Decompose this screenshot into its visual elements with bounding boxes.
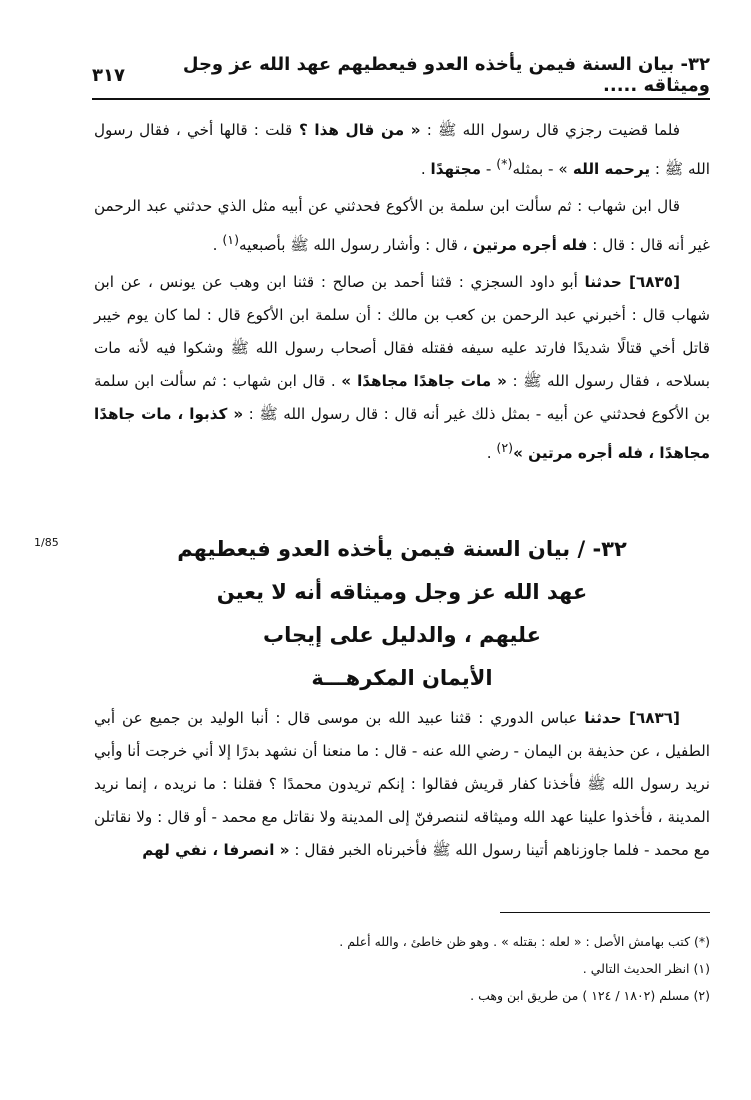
text-run: فلما قضيت رجزي قال رسول الله ﷺ :: [420, 121, 681, 139]
footnote-rule: [500, 912, 710, 913]
hadith-text-lower: [94, 702, 710, 867]
chapter-heading: [94, 528, 710, 700]
text-run: قال ابن شهاب : ثم سألت ابن سلمة بن الأكوع فحدثني عن أبيه مثل الذي حدثني عبد الرحمن غير أنه قال : قال :: [94, 197, 710, 255]
text-run: عباس الدوري : قثنا عبيد الله بن موسى قال : أنبا الوليد بن جميع عن أبي الطفيل ، عن حذيفة بن اليمان - رضي الله عنه - قال : ما منعنا أن نشهد بدرًا إلا أني خرجت أنا وأبي نريد رسول الله ﷺ فأخذنا كفار قريش فقالوا : إنكم تريدون محمدًا ؟ فقلنا : ما نريده ، إنما نريد المدينة ، فأخذوا علينا عهد الله وميثاقه لننصرفنّ إلى المدينة ولا نقاتل مع محمد - أو قال : ولا نقاتلن مع محمد - فلما جاوزناهم أتينا رسول الله ﷺ فأخبرناه الخبر فقال :: [94, 709, 710, 859]
footnote: (١) انظر الحديث التالي .: [582, 961, 710, 976]
footnotes: [94, 928, 710, 1009]
footnote-marker: (٢): [496, 440, 514, 456]
footnote-marker: (*): [496, 156, 513, 171]
paragraph: [94, 266, 710, 470]
hadith-text-upper: [94, 114, 710, 470]
emphasis-text: يرحمه الله: [567, 160, 651, 179]
text-run: .: [420, 160, 431, 179]
paragraph: [94, 190, 710, 262]
text-run: -: [481, 160, 497, 179]
running-title: ٣٢- بيان السنة فيمن يأخذه العدو فيعطيهم عهد الله عز وجل وميثاقه .....: [182, 54, 710, 96]
text-run: . قال ابن شهاب : ثم سألت ابن سلمة بن الأكوع فحدثني عن أبيه - بمثل ذلك غير أنه قال : قال رسول الله ﷺ :: [94, 372, 710, 424]
emphasis-text: « مات جاهدًا مجاهدًا »: [341, 372, 507, 391]
chapter-heading-line: عهد الله عز وجل وميثاقه أنه لا يعين: [216, 580, 588, 604]
emphasis-text: [٦٨٣٥] حدثنا: [584, 273, 681, 292]
chapter-heading-line: الأيمان المكرهـــة: [311, 666, 493, 690]
emphasis-text: [٦٨٣٦] حدثنا: [584, 709, 680, 727]
chapter-heading-line: عليهم ، والدليل على إيجاب: [263, 623, 541, 647]
text-run: .: [212, 236, 223, 255]
running-header: [92, 54, 710, 96]
footnote: (*) كتب بهامش الأصل : « لعله : بقتله » . وهو ظن خاطئ ، والله أعلم .: [339, 934, 710, 949]
footnote: (٢) مسلم (١٨٠٢ / ١٢٤ ) من طريق ابن وهب .: [470, 988, 710, 1003]
paragraph: [94, 702, 710, 867]
chapter-heading-line: ٣٢- / بيان السنة فيمن يأخذه العدو فيعطيهم: [177, 537, 627, 561]
emphasis-text: « من قال هذا ؟: [292, 121, 421, 139]
footnote-marker: (١): [222, 232, 240, 248]
header-rule: [92, 98, 710, 100]
text-run: .: [486, 444, 497, 463]
emphasis-text: فله أجره مرتين: [472, 236, 588, 255]
margin-folio-note: 1/85: [34, 536, 59, 549]
emphasis-text: « كذبوا ، مات جاهدًا مجاهدًا ، فله أجره مرتين »: [94, 405, 710, 463]
page-number: ٣١٧: [92, 64, 125, 86]
emphasis-text: مجتهدًا: [430, 160, 482, 179]
text-run: أبو داود السجزي : قثنا أحمد بن صالح : قثنا ابن وهب عن يونس ، عن ابن شهاب قال : أخبرني عبد الرحمن بن كعب بن مالك : أن سلمة ابن الأكوع قال : لما كان يوم خيبر قاتل أخي قتالًا شديدًا فارتد عليه سيفه فقتله فقال أصحاب رسول الله ﷺ وشكوا فيه لأنه مات بسلاحه ، فقال رسول الله ﷺ :: [94, 273, 711, 391]
text-run: » - بمثله: [512, 160, 568, 179]
text-run: قلت : قالها أخي ، فقال رسول الله ﷺ :: [94, 121, 710, 179]
paragraph: [94, 114, 710, 186]
emphasis-text: « انصرفا ، نفي لهم: [142, 841, 290, 859]
text-run: ، قال : وأشار رسول الله ﷺ بأصبعيه: [239, 236, 473, 255]
